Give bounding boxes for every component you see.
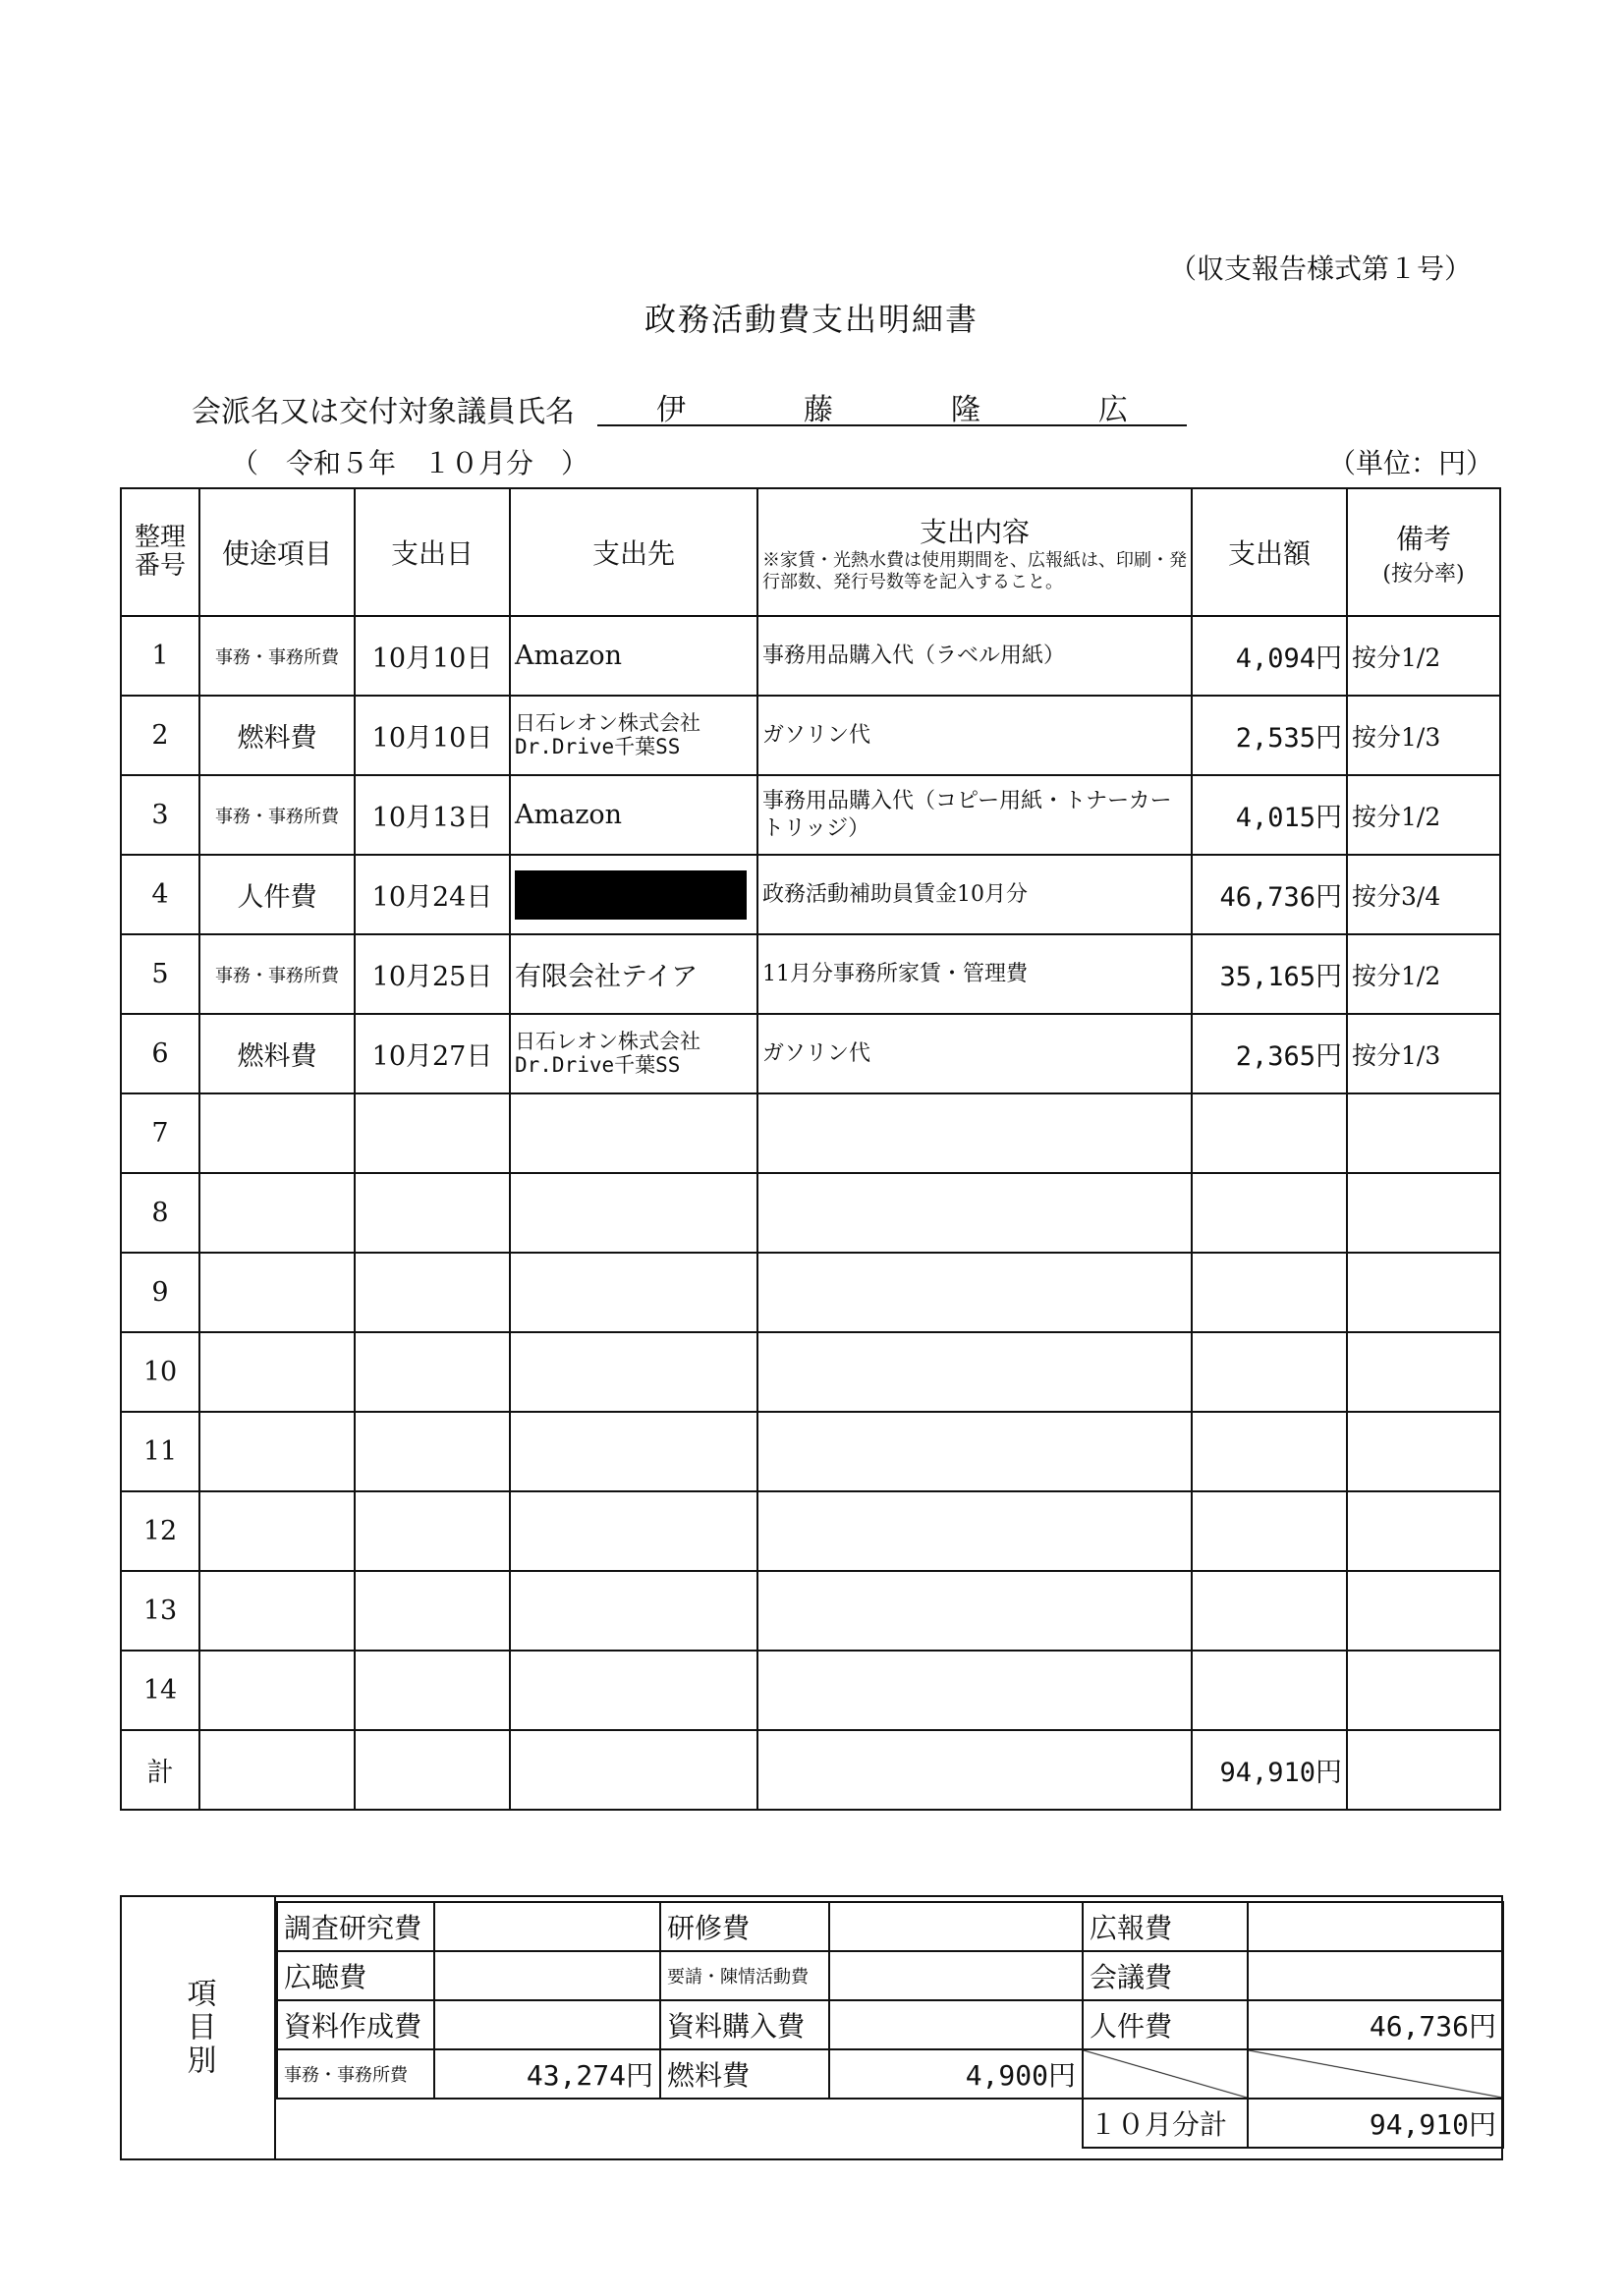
summary-label: 事務・事務所費 xyxy=(277,2049,434,2099)
row-content: 事務用品購入代（コピー用紙・トナーカートリッジ） xyxy=(757,775,1192,855)
row-number: 4 xyxy=(121,855,199,934)
header-note xyxy=(1347,488,1500,616)
row-date xyxy=(355,1332,510,1412)
row-category xyxy=(199,1491,355,1571)
row-date: 10月10日 xyxy=(355,696,510,775)
page-title: 政務活動費支出明細書 xyxy=(644,301,979,338)
row-note xyxy=(1347,1491,1500,1571)
table-row xyxy=(121,934,1500,1014)
row-number: 6 xyxy=(121,1014,199,1093)
summary-row xyxy=(277,2099,1503,2148)
row-number: 5 xyxy=(121,934,199,1014)
row-date xyxy=(355,1571,510,1651)
row-date: 10月25日 xyxy=(355,934,510,1014)
row-date: 10月27日 xyxy=(355,1014,510,1093)
table-row xyxy=(121,1253,1500,1332)
row-note xyxy=(1347,1332,1500,1412)
table-row xyxy=(121,616,1500,696)
row-amount: 2,535円 xyxy=(1192,696,1347,775)
row-number: 1 xyxy=(121,616,199,696)
row-payee xyxy=(510,775,757,855)
row-category xyxy=(199,1093,355,1173)
row-payee-line: Dr.Drive千葉SS xyxy=(515,734,681,758)
summary-label: １０月分計 xyxy=(1083,2099,1248,2148)
row-amount xyxy=(1192,1093,1347,1173)
table-row xyxy=(121,1651,1500,1730)
header-content xyxy=(757,488,1192,616)
summary-label: 広報費 xyxy=(1083,1902,1248,1951)
summary-label xyxy=(660,2099,829,2148)
summary-value xyxy=(1248,1902,1503,1951)
row-number: 12 xyxy=(121,1491,199,1571)
table-row xyxy=(121,1571,1500,1651)
summary-value xyxy=(1248,1951,1503,2000)
table-row xyxy=(121,1173,1500,1253)
summary-value xyxy=(1248,2049,1503,2099)
row-number: 8 xyxy=(121,1173,199,1253)
row-note xyxy=(1347,1412,1500,1491)
row-date xyxy=(355,1730,510,1810)
member-name-char: 隆 xyxy=(951,393,980,427)
summary-row xyxy=(277,1902,1503,1951)
row-content xyxy=(757,1651,1192,1730)
summary-label: 要請・陳情活動費 xyxy=(660,1951,829,2000)
row-content: ガソリン代 xyxy=(757,1014,1192,1093)
row-number: 13 xyxy=(121,1571,199,1651)
summary-row xyxy=(277,2049,1503,2099)
header-category: 使途項目 xyxy=(199,488,355,616)
row-note: 按分1/2 xyxy=(1347,616,1500,696)
row-content xyxy=(757,1093,1192,1173)
row-category: 人件費 xyxy=(199,855,355,934)
row-payee xyxy=(510,616,757,696)
header-date: 支出日 xyxy=(355,488,510,616)
row-content xyxy=(757,1253,1192,1332)
row-date xyxy=(355,1651,510,1730)
row-content: 11月分事務所家賃・管理費 xyxy=(757,934,1192,1014)
row-date: 10月13日 xyxy=(355,775,510,855)
summary-value xyxy=(434,1902,660,1951)
category-summary xyxy=(120,1895,1503,2160)
row-category xyxy=(199,1571,355,1651)
row-payee xyxy=(510,1571,757,1651)
summary-value: 46,736円 xyxy=(1248,2000,1503,2049)
summary-value: 94,910円 xyxy=(1248,2099,1503,2148)
row-amount xyxy=(1192,1412,1347,1491)
row-payee xyxy=(510,696,757,775)
member-name-char: 藤 xyxy=(804,393,833,427)
table-row xyxy=(121,1491,1500,1571)
row-number: 計 xyxy=(121,1730,199,1810)
row-payee xyxy=(510,1093,757,1173)
row-content: ガソリン代 xyxy=(757,696,1192,775)
row-payee xyxy=(510,1173,757,1253)
row-content: 事務用品購入代（ラベル用紙） xyxy=(757,616,1192,696)
row-payee-line: 有限会社テイア xyxy=(515,962,699,992)
summary-value xyxy=(829,2000,1083,2049)
row-note xyxy=(1347,1093,1500,1173)
row-number: 2 xyxy=(121,696,199,775)
row-category: 事務・事務所費 xyxy=(199,616,355,696)
summary-table xyxy=(276,1901,1504,2149)
redaction-block xyxy=(515,870,747,920)
header-content-note: ※家賃・光熱水費は使用期間を、広報紙は、印刷・発行部数、発行号数等を記入すること。 xyxy=(762,549,1187,592)
row-category xyxy=(199,1253,355,1332)
summary-label xyxy=(1083,2049,1248,2099)
row-number: 3 xyxy=(121,775,199,855)
header-note-sub: (按分率) xyxy=(1382,561,1465,587)
row-payee xyxy=(510,1651,757,1730)
row-category: 燃料費 xyxy=(199,1014,355,1093)
summary-row xyxy=(277,1951,1503,2000)
member-name-label: 会派名又は交付対象議員氏名 xyxy=(192,395,575,429)
row-date xyxy=(355,1491,510,1571)
row-note xyxy=(1347,1730,1500,1810)
row-content xyxy=(757,1491,1192,1571)
member-name xyxy=(597,385,1187,426)
row-payee xyxy=(510,1332,757,1412)
summary-label: 研修費 xyxy=(660,1902,829,1951)
row-category xyxy=(199,1651,355,1730)
summary-label: 資料購入費 xyxy=(660,2000,829,2049)
row-amount: 46,736円 xyxy=(1192,855,1347,934)
row-payee xyxy=(510,855,757,934)
row-payee xyxy=(510,1491,757,1571)
row-payee xyxy=(510,1730,757,1810)
header-payee: 支出先 xyxy=(510,488,757,616)
row-note: 按分1/2 xyxy=(1347,775,1500,855)
row-content: 政務活動補助員賃金10月分 xyxy=(757,855,1192,934)
row-payee xyxy=(510,1253,757,1332)
row-payee-line: Dr.Drive千葉SS xyxy=(515,1052,681,1077)
row-amount: 35,165円 xyxy=(1192,934,1347,1014)
row-content xyxy=(757,1412,1192,1491)
row-amount xyxy=(1192,1253,1347,1332)
row-date xyxy=(355,1173,510,1253)
row-content xyxy=(757,1571,1192,1651)
row-note xyxy=(1347,1253,1500,1332)
row-category: 事務・事務所費 xyxy=(199,775,355,855)
row-category xyxy=(199,1332,355,1412)
table-header-row xyxy=(121,488,1500,616)
header-amount: 支出額 xyxy=(1192,488,1347,616)
form-number: （収支報告様式第１号） xyxy=(1169,252,1473,285)
summary-label: 調査研究費 xyxy=(277,1902,434,1951)
table-row xyxy=(121,696,1500,775)
row-amount xyxy=(1192,1173,1347,1253)
row-note: 按分3/4 xyxy=(1347,855,1500,934)
summary-value xyxy=(829,1951,1083,2000)
summary-label: 燃料費 xyxy=(660,2049,829,2099)
row-note: 按分1/3 xyxy=(1347,696,1500,775)
table-row xyxy=(121,1332,1500,1412)
member-name-char: 伊 xyxy=(656,393,686,427)
row-content xyxy=(757,1332,1192,1412)
summary-value: 43,274円 xyxy=(434,2049,660,2099)
row-amount xyxy=(1192,1651,1347,1730)
row-number: 10 xyxy=(121,1332,199,1412)
row-number: 9 xyxy=(121,1253,199,1332)
summary-value xyxy=(434,1951,660,2000)
summary-label: 会議費 xyxy=(1083,1951,1248,2000)
row-date xyxy=(355,1412,510,1491)
summary-label xyxy=(277,2099,434,2148)
summary-label: 人件費 xyxy=(1083,2000,1248,2049)
row-category xyxy=(199,1173,355,1253)
header-note-title: 備考 xyxy=(1395,522,1451,555)
report-period: （ 令和５年 １０月分 ） xyxy=(231,447,589,479)
row-content xyxy=(757,1173,1192,1253)
summary-value xyxy=(434,2000,660,2049)
summary-label: 広聴費 xyxy=(277,1951,434,2000)
row-amount: 2,365円 xyxy=(1192,1014,1347,1093)
header-no: 整理番号 xyxy=(121,488,199,616)
row-note xyxy=(1347,1651,1500,1730)
row-date xyxy=(355,1253,510,1332)
table-row xyxy=(121,1093,1500,1173)
row-amount xyxy=(1192,1571,1347,1651)
row-category xyxy=(199,1730,355,1810)
row-amount xyxy=(1192,1332,1347,1412)
summary-side-text: 項目別 xyxy=(181,1978,216,2078)
row-number: 11 xyxy=(121,1412,199,1491)
row-payee-line: 日石レオン株式会社 xyxy=(515,711,700,736)
row-content xyxy=(757,1730,1192,1810)
row-amount: 94,910円 xyxy=(1192,1730,1347,1810)
summary-value: 4,900円 xyxy=(829,2049,1083,2099)
row-amount: 4,015円 xyxy=(1192,775,1347,855)
row-date: 10月10日 xyxy=(355,616,510,696)
row-payee-line: 日石レオン株式会社 xyxy=(515,1030,700,1054)
row-category xyxy=(199,1412,355,1491)
row-amount xyxy=(1192,1491,1347,1571)
row-payee-line: Amazon xyxy=(515,641,623,671)
row-category: 事務・事務所費 xyxy=(199,934,355,1014)
summary-row xyxy=(277,2000,1503,2049)
summary-label: 資料作成費 xyxy=(277,2000,434,2049)
summary-value xyxy=(434,2099,660,2148)
row-payee xyxy=(510,934,757,1014)
row-note xyxy=(1347,1571,1500,1651)
row-number: 14 xyxy=(121,1651,199,1730)
expense-table xyxy=(120,487,1501,1811)
summary-value xyxy=(829,1902,1083,1951)
row-note xyxy=(1347,1173,1500,1253)
row-date: 10月24日 xyxy=(355,855,510,934)
row-payee xyxy=(510,1412,757,1491)
summary-side-label xyxy=(122,1897,276,2158)
table-row xyxy=(121,1412,1500,1491)
row-payee-line: Amazon xyxy=(515,800,623,830)
header-content-title: 支出内容 xyxy=(919,515,1030,548)
table-row xyxy=(121,775,1500,855)
total-row xyxy=(121,1730,1500,1810)
row-note: 按分1/3 xyxy=(1347,1014,1500,1093)
unit-label: （単位：円） xyxy=(1328,447,1494,479)
row-date xyxy=(355,1093,510,1173)
member-name-char: 広 xyxy=(1098,393,1128,427)
table-row xyxy=(121,855,1500,934)
summary-value xyxy=(829,2099,1083,2148)
table-row xyxy=(121,1014,1500,1093)
row-note: 按分1/2 xyxy=(1347,934,1500,1014)
row-payee xyxy=(510,1014,757,1093)
row-category: 燃料費 xyxy=(199,696,355,775)
row-number: 7 xyxy=(121,1093,199,1173)
row-amount: 4,094円 xyxy=(1192,616,1347,696)
